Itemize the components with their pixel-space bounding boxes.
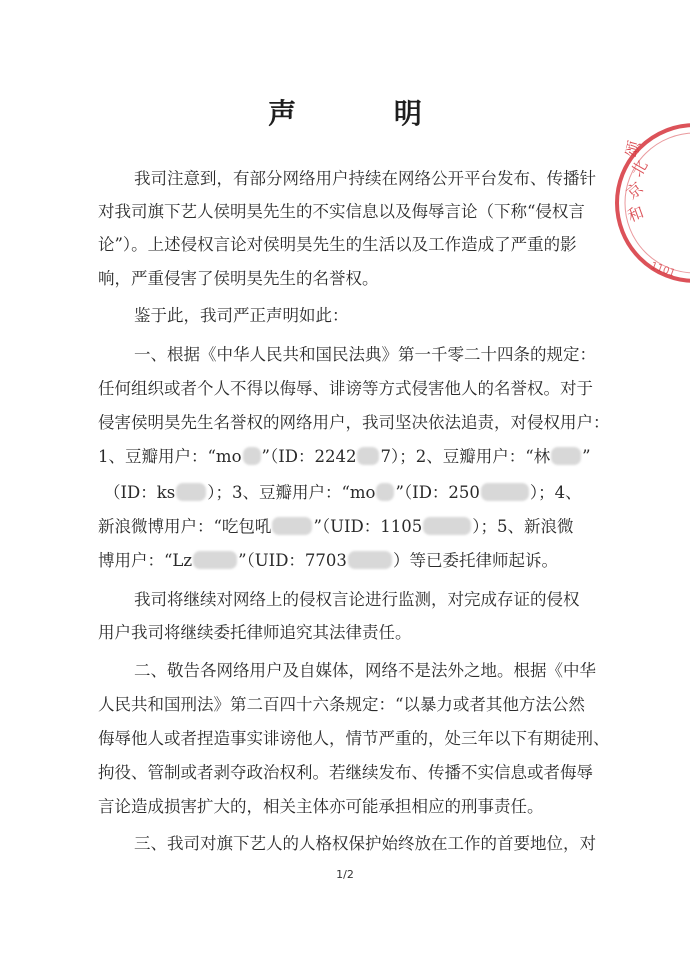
user-list-line [98, 516, 574, 538]
paragraph-line: 拘役、管制或者剥夺政治权利。若继续发布、传播不实信息或者侮辱 [98, 763, 593, 782]
paragraph-line: 任何组织或者个人不得以侮辱、诽谤等方式侵害他人的名誉权。对于 [98, 379, 593, 398]
user-list-text: ）；5、新浪微 [472, 517, 574, 536]
svg-text:颂: 颂 [621, 138, 645, 160]
user-list-text: ）等已委托律师起诉。 [392, 551, 558, 570]
user-list-text: ”（UID：1105 [313, 517, 423, 536]
page-number: 1/2 [336, 868, 354, 881]
redaction-mark [423, 517, 471, 535]
paragraph-line: 侮辱他人或者捏造事实诽谤他人，情节严重的，处三年以下有期徒刑、 [98, 729, 610, 748]
svg-text:京: 京 [622, 178, 647, 204]
paragraph-line: 鉴于此，我司严正声明如此： [134, 306, 349, 325]
redaction-mark [272, 517, 312, 535]
user-list-line [104, 482, 582, 504]
redaction-mark [481, 483, 529, 501]
paragraph-line: 用户我司将继续委托律师追究其法律责任。 [98, 623, 412, 642]
svg-text:和: 和 [624, 202, 647, 226]
redaction-mark [348, 551, 392, 569]
user-list-line [98, 550, 558, 572]
redaction-mark [357, 447, 379, 465]
svg-text:北: 北 [627, 156, 652, 180]
paragraph-line: 论”）。上述侵权言论对侯明昊先生的生活以及工作造成了严重的影 [98, 235, 577, 254]
paragraph-line: 对我司旗下艺人侯明昊先生的不实信息以及侮辱言论（下称“侵权言 [98, 202, 585, 221]
user-list-text: 新浪微博用户：“吃包吼 [98, 517, 272, 536]
paragraph-line: 一、根据《中华人民共和国民法典》第一千零二十四条的规定： [134, 345, 596, 364]
paragraph-line: 二、敬告各网络用户及自媒体，网络不是法外之地。根据《中华 [134, 661, 596, 680]
user-list-line [98, 446, 591, 468]
paragraph-line: 言论造成损害扩大的，相关主体亦可能承担相应的刑事责任。 [98, 797, 544, 816]
svg-text:1101: 1101 [648, 260, 677, 280]
company-seal-stamp [610, 118, 690, 288]
paragraph-line: 三、我司对旗下艺人的人格权保护始终放在工作的首要地位，对 [134, 834, 596, 853]
redaction-mark [551, 447, 581, 465]
redaction-mark [176, 483, 206, 501]
redaction-mark [193, 551, 237, 569]
paragraph-line: 侵害侯明昊先生名誉权的网络用户，我司坚决依法追责，对侵权用户： [98, 413, 610, 432]
user-list-text: 博用户：“Lz [98, 551, 193, 570]
redaction-mark [376, 483, 394, 501]
user-list-text: ”（ID：250 [395, 483, 480, 502]
user-list-text: ”（ID：2242 [261, 447, 357, 466]
user-list-text: （ID：ks [104, 483, 176, 502]
user-list-text: 7）；2、豆瓣用户：“林 [380, 447, 551, 466]
paragraph-line: 我司将继续对网络上的侵权言论进行监测，对完成存证的侵权 [134, 590, 580, 609]
user-list-text: ”（UID：7703 [238, 551, 347, 570]
paragraph-line: 响，严重侵害了侯明昊先生的名誉权。 [98, 269, 379, 288]
user-list-text: ）；4、 [529, 483, 582, 502]
user-list-text: ）；3、豆瓣用户：“mo [207, 483, 376, 502]
document-title: 声 明 [268, 97, 466, 130]
user-list-text: ” [582, 447, 591, 466]
paragraph-line: 人民共和国刑法》第二百四十六条规定：“以暴力或者其他方法公然 [98, 695, 585, 714]
user-list-text: 1、豆瓣用户：“mo [98, 447, 242, 466]
paragraph-line: 我司注意到，有部分网络用户持续在网络公开平台发布、传播针 [134, 169, 596, 188]
redaction-mark [243, 447, 261, 465]
